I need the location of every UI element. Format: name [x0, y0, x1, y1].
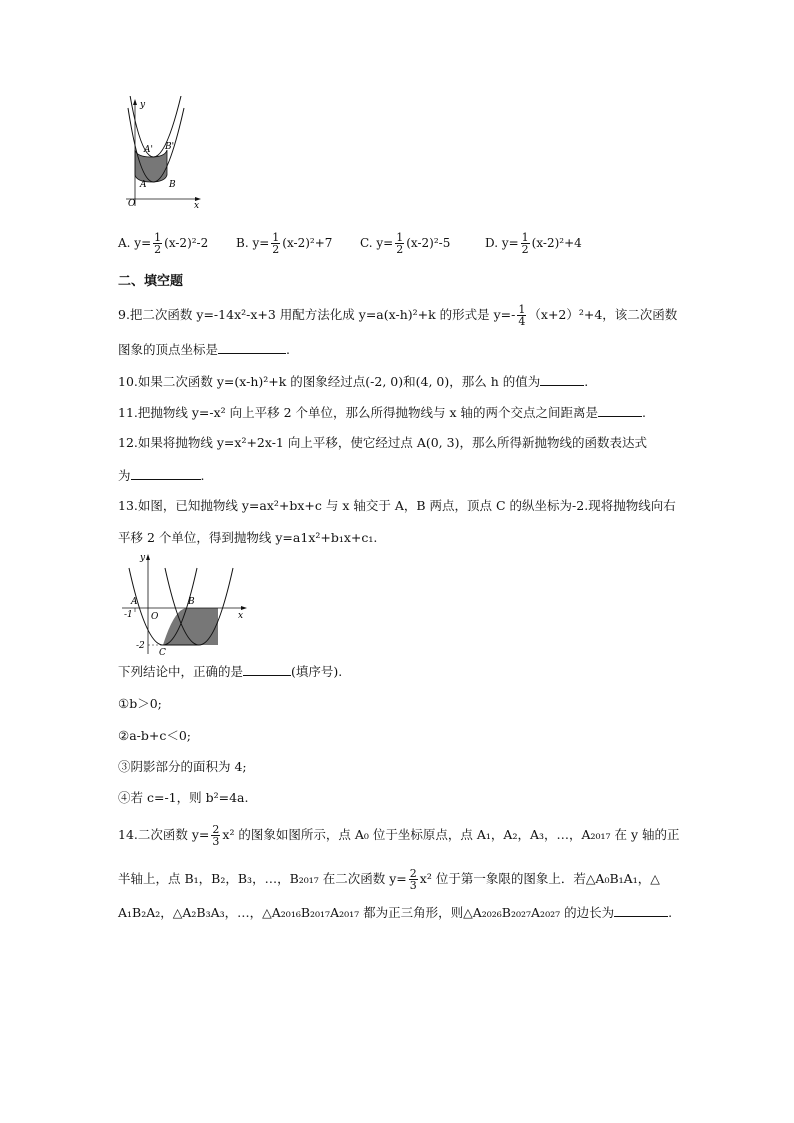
q14-line3: A₁B₂A₂，△A₂B₃A₃，…，△A₂₀₁₆B₂₀₁₇A₂₀₁₇ 都为正三角形，则△A₂₀₂₆B₂₀₂₇A₂₀₂₇ 的边长为 . — [118, 905, 673, 920]
shaded-region-2 — [163, 608, 218, 645]
label-b: B — [169, 180, 176, 190]
q11-line: 11.把抛物线 y=-x² 向上平移 2 个单位，那么所得抛物线与 x 轴的两个交点之间距离是 . — [118, 405, 647, 420]
q14-line1: 14.二次函数 y= $\frac{2}{3}$ x² 的图象如图所示，点 A₀ 位于坐标原点，点 A₁，A₂，A₃，…，A₂₀₁₇ 在 y 轴的正 — [118, 823, 680, 848]
label-x-2: x — [238, 611, 244, 621]
answer-blank-q13[interactable] — [243, 663, 291, 676]
answer-blank-q14[interactable] — [614, 904, 668, 917]
q13-statement-2: ②a-b+c＜0; — [118, 728, 192, 743]
q12-line1: 12.如果将抛物线 y=x²+2x-1 向上平移，使它经过点 A(0, 3)，那么所得新抛物线的函数表达式 — [118, 435, 647, 450]
q9-line1: 9.把二次函数 y=-14x²-x+3 用配方法化成 y=a(x-h)²+k 的形式是 y=- $\frac{1}{4}$ （x+2）²+4，该二次函数 — [118, 303, 678, 328]
choice-a[interactable]: A. y= $\frac{1}{2}$ (x-2)²-2 — [118, 231, 209, 256]
label-o-2: O — [151, 612, 159, 622]
choice-b[interactable]: B. y= $\frac{1}{2}$ (x-2)²+7 — [236, 231, 333, 256]
label-origin: O — [128, 199, 136, 208]
q9-line2: 图象的顶点坐标是 . — [118, 342, 290, 357]
label-y: y — [140, 100, 146, 110]
figure-parabola-shift-2 — [118, 550, 250, 658]
label-a-prime: A' — [144, 145, 153, 155]
label-b-2: B — [188, 597, 195, 607]
label-a-2: A — [131, 597, 138, 607]
label-b-prime: B' — [165, 142, 175, 152]
upper-parabola — [128, 96, 184, 157]
q13-statement-1: ①b＞0; — [118, 696, 162, 711]
label-y-2: y — [140, 553, 146, 563]
q13-line2: 平移 2 个单位，得到抛物线 y=a1x²+b₁x+c₁. — [118, 530, 378, 545]
q12-line2: 为 . — [118, 468, 205, 483]
q13-line1: 13.如图，已知抛物线 y=ax²+bx+c 与 x 轴交于 A，B 两点，顶点 C 的纵坐标为-2.现将抛物线向右 — [118, 498, 676, 513]
answer-blank-q11[interactable] — [598, 404, 642, 417]
answer-blank-q10[interactable] — [540, 373, 584, 386]
q10-line: 10.如果二次函数 y=(x-h)²+k 的图象经过点(-2, 0)和(4, 0)，那么 h 的值为 . — [118, 374, 589, 389]
label-a: A — [140, 180, 147, 190]
answer-blank-q9[interactable] — [218, 341, 286, 354]
q14-line2: 半轴上，点 B₁，B₂，B₃，…，B₂₀₁₇ 在二次函数 y= $\frac{2}{3}$ x² 位于第一象限的图象上．若△A₀B₁A₁，△ — [118, 867, 660, 892]
q13-prompt: 下列结论中，正确的是 (填序号). — [118, 664, 343, 679]
q13-statement-4: ④若 c=-1，则 b²=4a. — [118, 790, 249, 805]
answer-blank-q12[interactable] — [131, 467, 201, 480]
figure-parabola-shift-1 — [118, 96, 208, 208]
label-minus2: -2 — [136, 641, 145, 651]
label-x: x — [194, 201, 200, 208]
label-c-2: C — [159, 648, 166, 658]
choice-c[interactable]: C. y= $\frac{1}{2}$ (x-2)²-5 — [360, 231, 451, 256]
label-minus1: -1 — [124, 610, 133, 620]
q13-statement-3: ③阴影部分的面积为 4; — [118, 759, 247, 774]
section-heading: 二、填空题 — [118, 274, 184, 289]
choice-d[interactable]: D. y= $\frac{1}{2}$ (x-2)²+4 — [485, 231, 582, 256]
